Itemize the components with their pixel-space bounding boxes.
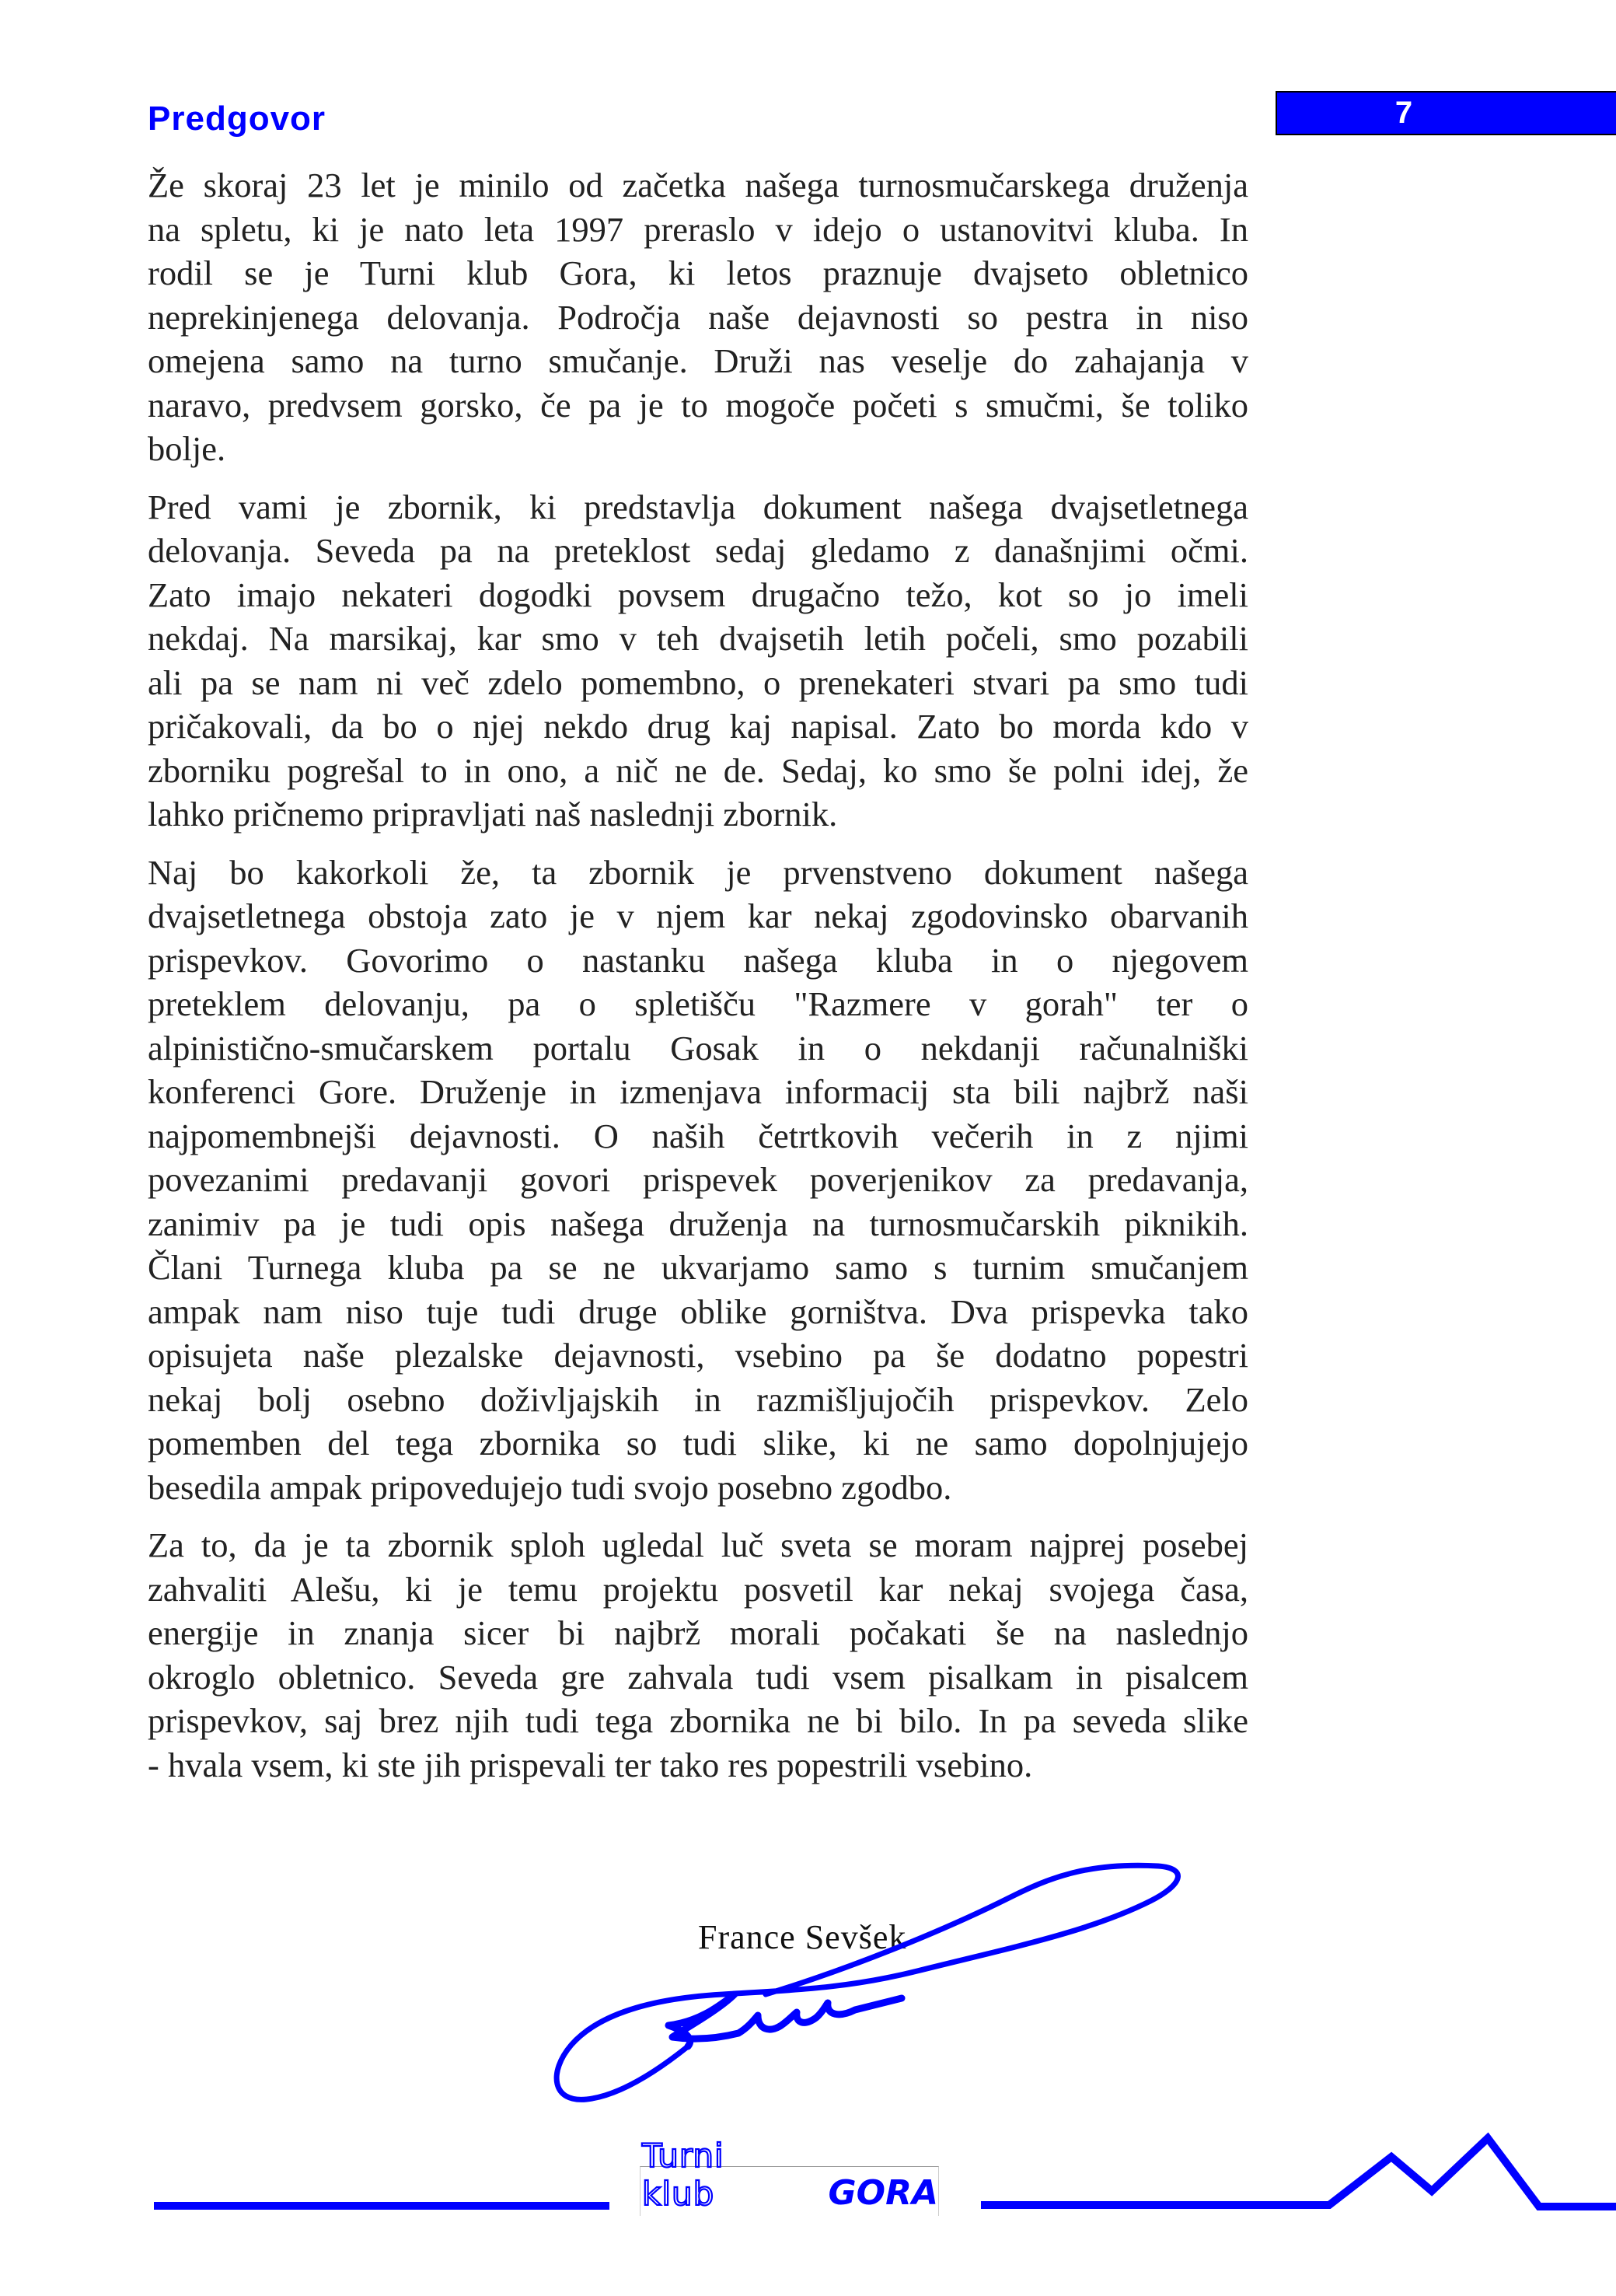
text-line: zanimiv pa je tudi opis našega druženja na turnosmučarskih piknikih. xyxy=(148,1204,1248,1243)
text-line: omejena samo na turno smučanje. Druži nas veselje do zahajanja v xyxy=(148,341,1248,380)
text-line: pričakovali, da bo o njej nekdo drug kaj napisal. Zato bo morda kdo v xyxy=(148,707,1248,746)
text-line: bolje. xyxy=(148,429,226,468)
text-line: dvajsetletnega obstoja zato je v njem kar nekaj zgodovinsko obarvanih xyxy=(148,896,1248,935)
text-line: rodil se je Turni klub Gora, ki letos praznuje dvajseto obletnico xyxy=(148,253,1248,292)
text-line: prispevkov. Govorimo o nastanku našega kluba in o njegovem xyxy=(148,940,1248,980)
mountain-peaks-icon xyxy=(972,2115,1616,2239)
author-name: France Sevšek xyxy=(698,1918,907,1956)
text-line: preteklem delovanju, pa o spletišču "Razmere v gorah" ter o xyxy=(148,984,1248,1023)
text-line: nekdaj. Na marsikaj, kar smo v teh dvajsetih letih počeli, smo pozabili xyxy=(148,619,1248,658)
paragraph-2 xyxy=(148,485,1248,837)
text-line: alpinistično-smučarskem portalu Gosak in o nekdanji računalniški xyxy=(148,1028,1248,1068)
text-line: ampak nam niso tuje tudi druge oblike gorništva. Dva prispevka tako xyxy=(148,1291,1248,1331)
text-line: delovanja. Seveda pa na preteklost sedaj gledamo z današnjimi očmi. xyxy=(148,531,1248,570)
text-line: opisujeta naše plezalske dejavnosti, vsebino pa še dodatno popestri xyxy=(148,1336,1248,1375)
text-line: energije in znanja sicer bi najbrž morali počakati še na naslednjo xyxy=(148,1613,1248,1652)
paragraph-3 xyxy=(148,851,1248,1510)
text-line: Že skoraj 23 let je minilo od začetka našega turnosmučarskega druženja xyxy=(148,166,1248,204)
text-line: zahvaliti Alešu, ki je temu projektu posvetil kar nekaj svojega časa, xyxy=(148,1569,1248,1609)
text-line: Pred vami je zbornik, ki predstavlja dokument našega dvajsetletnega xyxy=(148,487,1248,526)
page-number-badge xyxy=(1276,91,1616,135)
handwritten-signature-icon xyxy=(544,1843,1244,2115)
text-line: pomemben del tega zbornika so tudi slike, ki ne samo dopolnjujejo xyxy=(148,1424,1248,1463)
text-line: Za to, da je ta zbornik sploh ugledal luč sveta se moram najprej posebej xyxy=(148,1525,1248,1564)
text-line: na spletu, ki je nato leta 1997 preraslo v idejo o ustanovitvi kluba. In xyxy=(148,209,1248,249)
footer-rule-left xyxy=(154,2202,609,2210)
text-line: - hvala vsem, ki ste jih prispevali ter tako res popestrili vsebino. xyxy=(148,1745,1033,1784)
logo-text-bold: GORA xyxy=(828,2173,938,2213)
text-line: najpomembnejši dejavnosti. O naših četrtkovih večerih in z njimi xyxy=(148,1116,1248,1155)
text-line: ali pa se nam ni več zdelo pomembno, o prenekateri stvari pa smo tudi xyxy=(148,662,1248,702)
text-line: naravo, predvsem gorsko, če pa je to mogoče početi s smučmi, še toliko xyxy=(148,385,1248,425)
text-line: prispevkov, saj brez njih tudi tega zbornika ne bi bilo. In pa seveda slike xyxy=(148,1701,1248,1740)
text-line: zborniku pogrešal to in ono, a nič ne de. Sedaj, ko smo še polni idej, že xyxy=(148,750,1248,790)
paragraph-1 xyxy=(148,163,1248,471)
text-line: povezanimi predavanji govori prispevek poverjenikov za predavanja, xyxy=(148,1160,1248,1199)
text-line: Naj bo kakorkoli že, ta zbornik je prvenstveno dokument našega xyxy=(148,852,1248,892)
text-line: Zato imajo nekateri dogodki povsem drugačno težo, kot so jo imeli xyxy=(148,575,1248,614)
club-logo xyxy=(640,2137,939,2216)
text-line: besedila ampak pripovedujejo tudi svojo posebno zgodbo. xyxy=(148,1467,952,1507)
page-number: 7 xyxy=(1394,96,1413,130)
text-line: lahko pričnemo pripravljati naš naslednji zbornik. xyxy=(148,795,838,833)
logo-text-outline: Turni klub xyxy=(642,2137,724,2213)
paragraph-4 xyxy=(148,1523,1248,1787)
text-line: neprekinjenega delovanja. Področja naše dejavnosti so pestra in niso xyxy=(148,297,1248,337)
text-line: nekaj bolj osebno doživljajskih in razmišljujočih prispevkov. Zelo xyxy=(148,1379,1248,1419)
body-text xyxy=(148,163,1248,1801)
text-line: konferenci Gore. Druženje in izmenjava informacij sta bili najbrž naši xyxy=(148,1072,1248,1111)
page-title: Predgovor xyxy=(148,100,326,138)
text-line: Člani Turnega kluba pa se ne ukvarjamo samo s turnim smučanjem xyxy=(148,1248,1248,1287)
text-line: okroglo obletnico. Seveda gre zahvala tudi vsem pisalkam in pisalcem xyxy=(148,1657,1248,1697)
